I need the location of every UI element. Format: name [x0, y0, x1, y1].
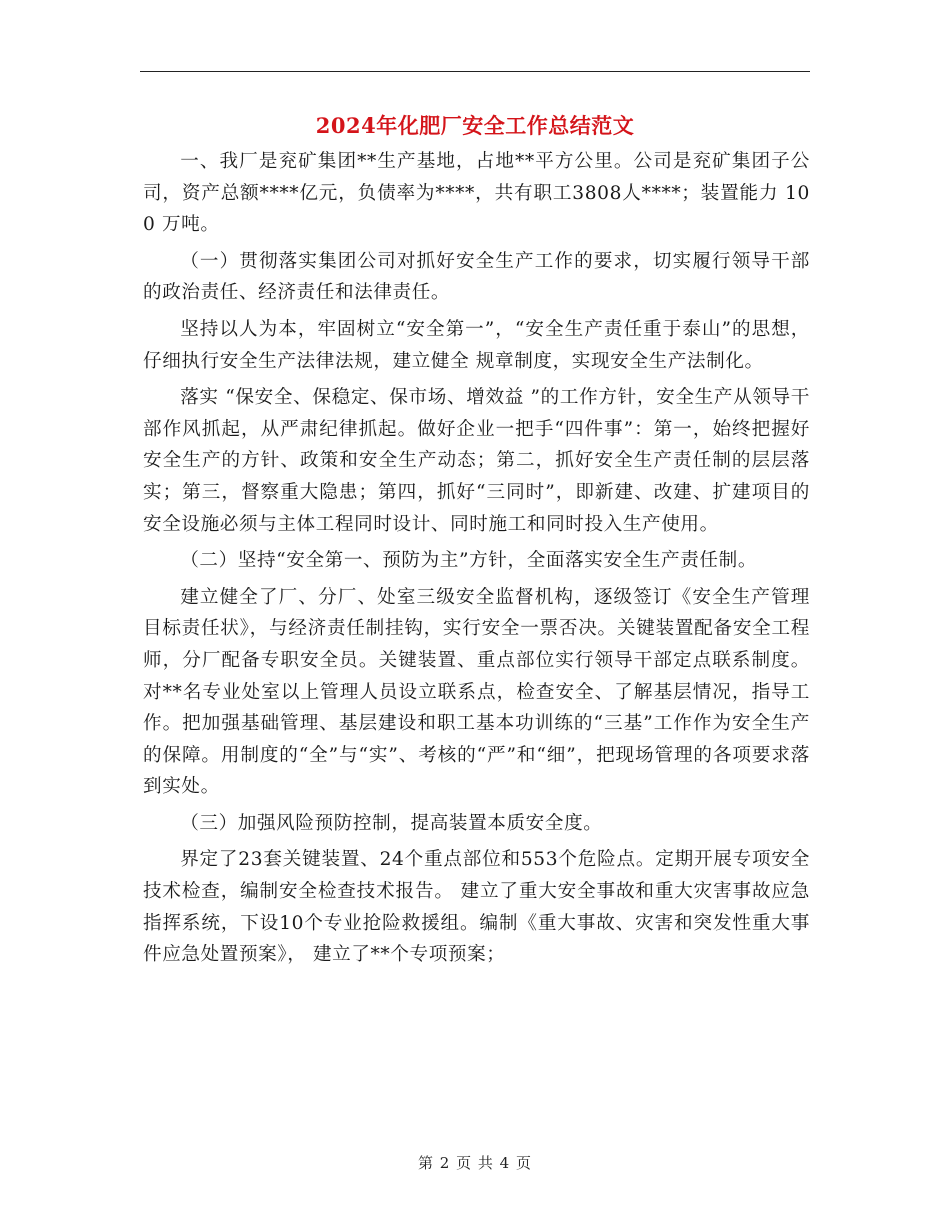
- paragraph: 一、我厂是兖矿集团**生产基地，占地**平方公里。公司是兖矿集团子公司，资产总额****亿元，负债率为****，共有职工3808人****；装置能力 100 万吨。: [143, 151, 810, 236]
- document-title: 2024年化肥厂安全工作总结范文: [315, 113, 635, 138]
- header-rule: [140, 71, 810, 72]
- page-number-footer: 第 2 页 共 4 页: [418, 1154, 532, 1172]
- paragraph: （二）坚持“安全第一、预防为主”方针，全面落实安全生产责任制。: [180, 550, 758, 572]
- paragraph: 建立健全了厂、分厂、处室三级安全监督机构，逐级签订《安全生产管理目标责任状》，与经济责任制挂钩，实行安全一票否决。关键装置配备安全工程师，分厂配备专职安全员。关键装置、重点部位实行领导干部定点联系制度。对**名专业处室以上管理人员设立联系点，检查安全、了解基层情况，指导工作。把加强基础管理、基层建设和职工基本功训练的“三基”工作作为安全生产的保障。用制度的“全”与“实”、考核的“严”和“细”，把现场管理的各项要求落到实处。: [143, 586, 810, 798]
- paragraph: 界定了23套关键装置、24个重点部位和553个危险点。定期开展专项安全技术检查，编制安全检查技术报告。 建立了重大安全事故和重大灾害事故应急指挥系统，下设10个专业抢险救援组。编制《重大事故、灾害和突发性重大事件应急处置预案》， 建立了**个专项预案；: [143, 849, 810, 966]
- paragraph: 坚持以人为本，牢固树立“安全第一”，“安全生产责任重于泰山”的思想，仔细执行安全生产法律法规，建立健全 规章制度，实现安全生产法制化。: [143, 318, 810, 372]
- paragraph: （三）加强风险预防控制，提高装置本质安全度。: [180, 812, 603, 834]
- paragraph: （一）贯彻落实集团公司对抓好安全生产工作的要求，切实履行领导干部的政治责任、经济责任和法律责任。: [143, 250, 810, 304]
- paragraph: 落实 “保安全、保稳定、保市场、增效益 ”的工作方针，安全生产从领导干部作风抓起，从严肃纪律抓起。做好企业一把手“四件事”：第一，始终把握好安全生产的方针、政策和安全生产动态；第二，抓好安全生产责任制的层层落实；第三，督察重大隐患；第四，抓好“三同时”，即新建、改建、扩建项目的安全设施必须与主体工程同时设计、同时施工和同时投入生产使用。: [143, 387, 810, 535]
- document-body: [143, 146, 810, 976]
